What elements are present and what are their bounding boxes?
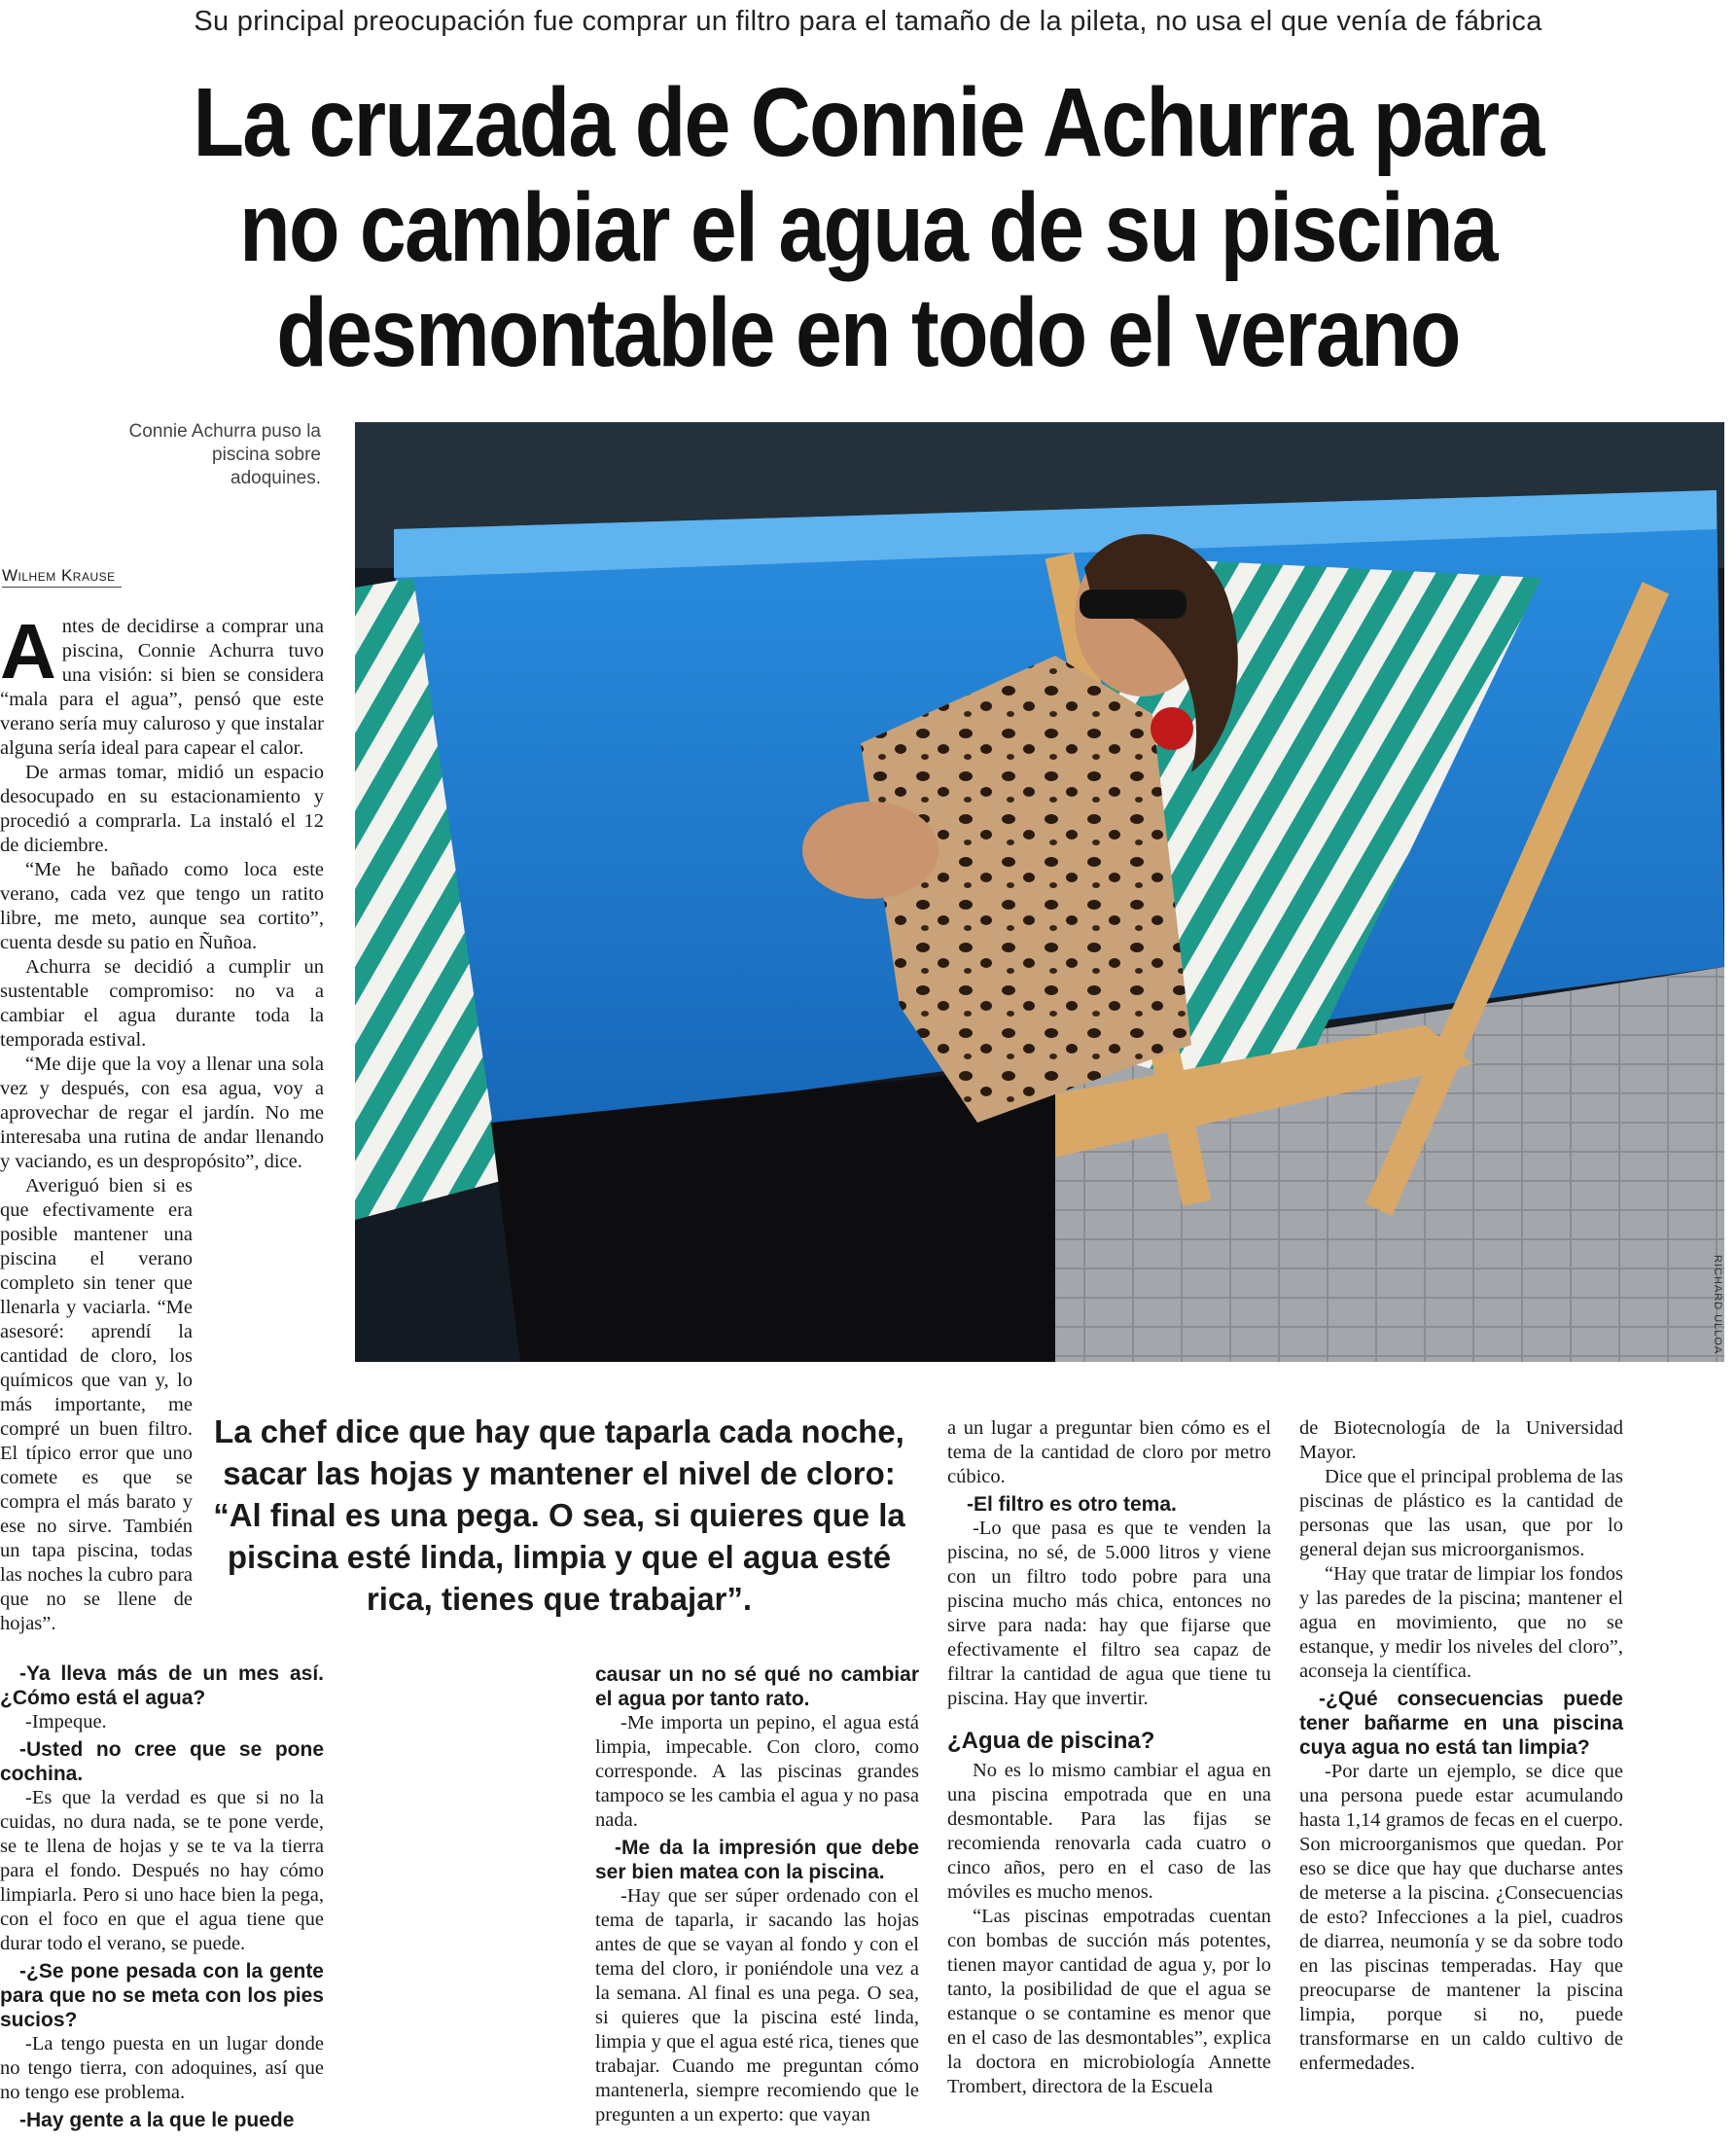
paragraph: No es lo mismo cambiar el agua en una piscina empotrada que en una desmontable. Para las fijas se recomienda renovarla cada cuatro o cinco años, pero en el caso de las móviles es mucho menos. [947,1760,1271,1903]
paragraph: “Las piscinas empotradas cuentan con bombas de succión más potentes, tienen mayor cantidad de agua y, por lo tanto, la posibilidad de que el agua se estanque o se contamine es menor que en el caso de las desmontables”, explica la doctora en microbiología Annette Trombert, directora de la Escuela [947,1906,1271,2097]
photo-credit: RICHARD ULLOA [1712,1255,1723,1355]
headline: La cruzada de Connie Achurra para no cambiar el agua de su piscina desmontable en todo el verano [193,68,1543,387]
pull-quote-intro: La chef dice que hay que taparla cada noche, sacar las hojas y mantener el nivel de cloro: [214,1413,904,1491]
pull-quote-quote: “Al final es una pega. O sea, si quieres que la piscina esté linda, limpia y que el agua esté rica, tienes que trabajar”. [213,1497,905,1617]
paragraph: ntes de decidirse a comprar una piscina, Connie Achurra tuvo una visión: si bien se considera “mala para el agua”, pensó que este verano sería muy caluroso y que instalar alguna sería ideal para capear el calor. [0,616,324,759]
interview-answer: -Me importa un pepino, el agua está limpia, impecable. Con cloro, como corresponde. A las piscinas grandes tampoco se les cambia el agua y no pasa nada. [595,1712,919,1831]
article-photo [355,422,1724,1362]
interview-question: -Me da la impresión que debe ser bien matea con la piscina. [595,1837,919,1883]
photo-caption: Connie Achurra puso la piscina sobre adoquines. [128,421,321,488]
interview-question: -Usted no cree que se pone cochina. [0,1738,324,1785]
paragraph: “Me dije que la voy a llenar una sola vez y después, con esa agua, voy a aprovechar de regar el jardín. No me interesaba una rutina de andar llenando y vaciando, es un despropósito”, dice. [0,1054,324,1172]
byline: Wilhem Krause [2,566,122,588]
paragraph: a un lugar a preguntar bien cómo es el tema de la cantidad de cloro por metro cúbico. [947,1417,1271,1487]
interview-question: -Hay gente a la que le puede [19,2109,295,2131]
interview-answer: -Hay que ser súper ordenado con el tema de taparla, ir sacando las hojas antes de que se vayan al fondo y con el tema del cloro, ir poniéndole una vez a la semana. Al final es una pega. O sea, si quieres que la piscina esté linda, limpia y que el agua esté rica, tienes que trabajar. Cuando me preguntan cómo mantenerla, siempre recomiendo que le pregunten a un experto: que vayan [595,1885,919,2126]
subheading: ¿Agua de piscina? [947,1728,1155,1754]
interview-answer: -Por darte un ejemplo, se dice que una persona puede estar acumulando hasta 1,14 gramos de fecas en el cuerpo. Son microorganismos que quedan. Por eso se dice que hay que ducharse antes de meterse a la piscina. ¿Consecuencias de esto? Infecciones a la piel, cuadros de diarrea, neumonía y se da sobre todo en las piscinas temperadas. Hay que preocuparse de mantener la piscina limpia, porque si no, puede transformarse en un caldo cultivo de enfermedades. [1299,1761,1623,2074]
interview-question: -El filtro es otro tema. [967,1493,1177,1516]
interview-question: causar un no sé qué no cambiar el agua por tanto rato. [595,1663,919,1710]
paragraph: Dice que el principal problema de las piscinas de plástico es la cantidad de personas que las usan, que por lo general dejan sus microorganismos. [1299,1466,1623,1560]
paragraph: “Hay que tratar de limpiar los fondos y las paredes de la piscina; mantener el agua en movimiento, que no se estanque, y medir los niveles del cloro”, aconseja la científica. [1299,1563,1623,1682]
interview-question: -Ya lleva más de un mes así. ¿Cómo está el agua? [0,1662,324,1709]
interview-question: -¿Se pone pesada con la gente para que no se meta con los pies sucios? [0,1960,324,2031]
paragraph: Achurra se decidió a cumplir un sustentable compromiso: no va a cambiar el agua durante toda la temporada estival. [0,956,324,1051]
interview-question: -¿Qué consecuencias puede tener bañarme en una piscina cuya agua no está tan limpia? [1299,1688,1623,1759]
interview-answer: -Impeque. [25,1711,107,1733]
paragraph: Averiguó bien si es que efectivamente era posible mantener una piscina el verano completo sin tener que llenarla y vaciarla. “Me asesoré: aprendí la cantidad de cloro, los químicos que van y, lo más importante, me compré un buen filtro. El típico error que uno comete es que se compra el más barato y ese no sirve. También un tapa piscina, todas las noches la cubro para que no se llene de hojas”. [0,1175,193,1634]
drop-cap: A [0,608,56,695]
interview-answer: -La tengo puesta en un lugar donde no tengo tierra, con adoquines, así que no tengo ese problema. [0,2033,324,2103]
paragraph: “Me he bañado como loca este verano, cada vez que tengo un ratito libre, me meto, aunque sea cortito”, cuenta desde su patio en Ñuñoa. [0,859,324,953]
column-4 [1299,1416,1623,2076]
kicker: Su principal preocupación fue comprar un filtro para el tamaño de la pileta, no usa el que venía de fábrica [194,6,1542,37]
column-1-continued [0,1659,324,2132]
paragraph: de Biotecnología de la Universidad Mayor. [1299,1417,1623,1463]
column-3 [947,1416,1271,2099]
column-2 [595,1660,919,2127]
interview-answer: -Es que la verdad es que si no la cuidas, no dura nada, se te pone verde, se te llena de hojas y se te va la tierra para el fondo. Después no hay cómo limpiarla. Pero si uno hace bien la pega, con el foco en que el agua tiene que durar todo el verano, se puede. [0,1787,324,1954]
paragraph: De armas tomar, midió un espacio desocupado en su estacionamiento y procedió a comprarla. La instaló el 12 de diciembre. [0,762,324,856]
interview-answer: -Lo que pasa es que te venden la piscina, no sé, de 5.000 litros y viene con un filtro todo pobre para una piscina mucho más chica, entonces no sirve para nada: hay que fijarse que efectivamente el filtro sea capaz de filtrar la cantidad de agua que tiene tu piscina. Hay que invertir. [947,1518,1271,1709]
pull-quote [209,1411,909,1620]
photo-illustration [355,422,1724,1362]
